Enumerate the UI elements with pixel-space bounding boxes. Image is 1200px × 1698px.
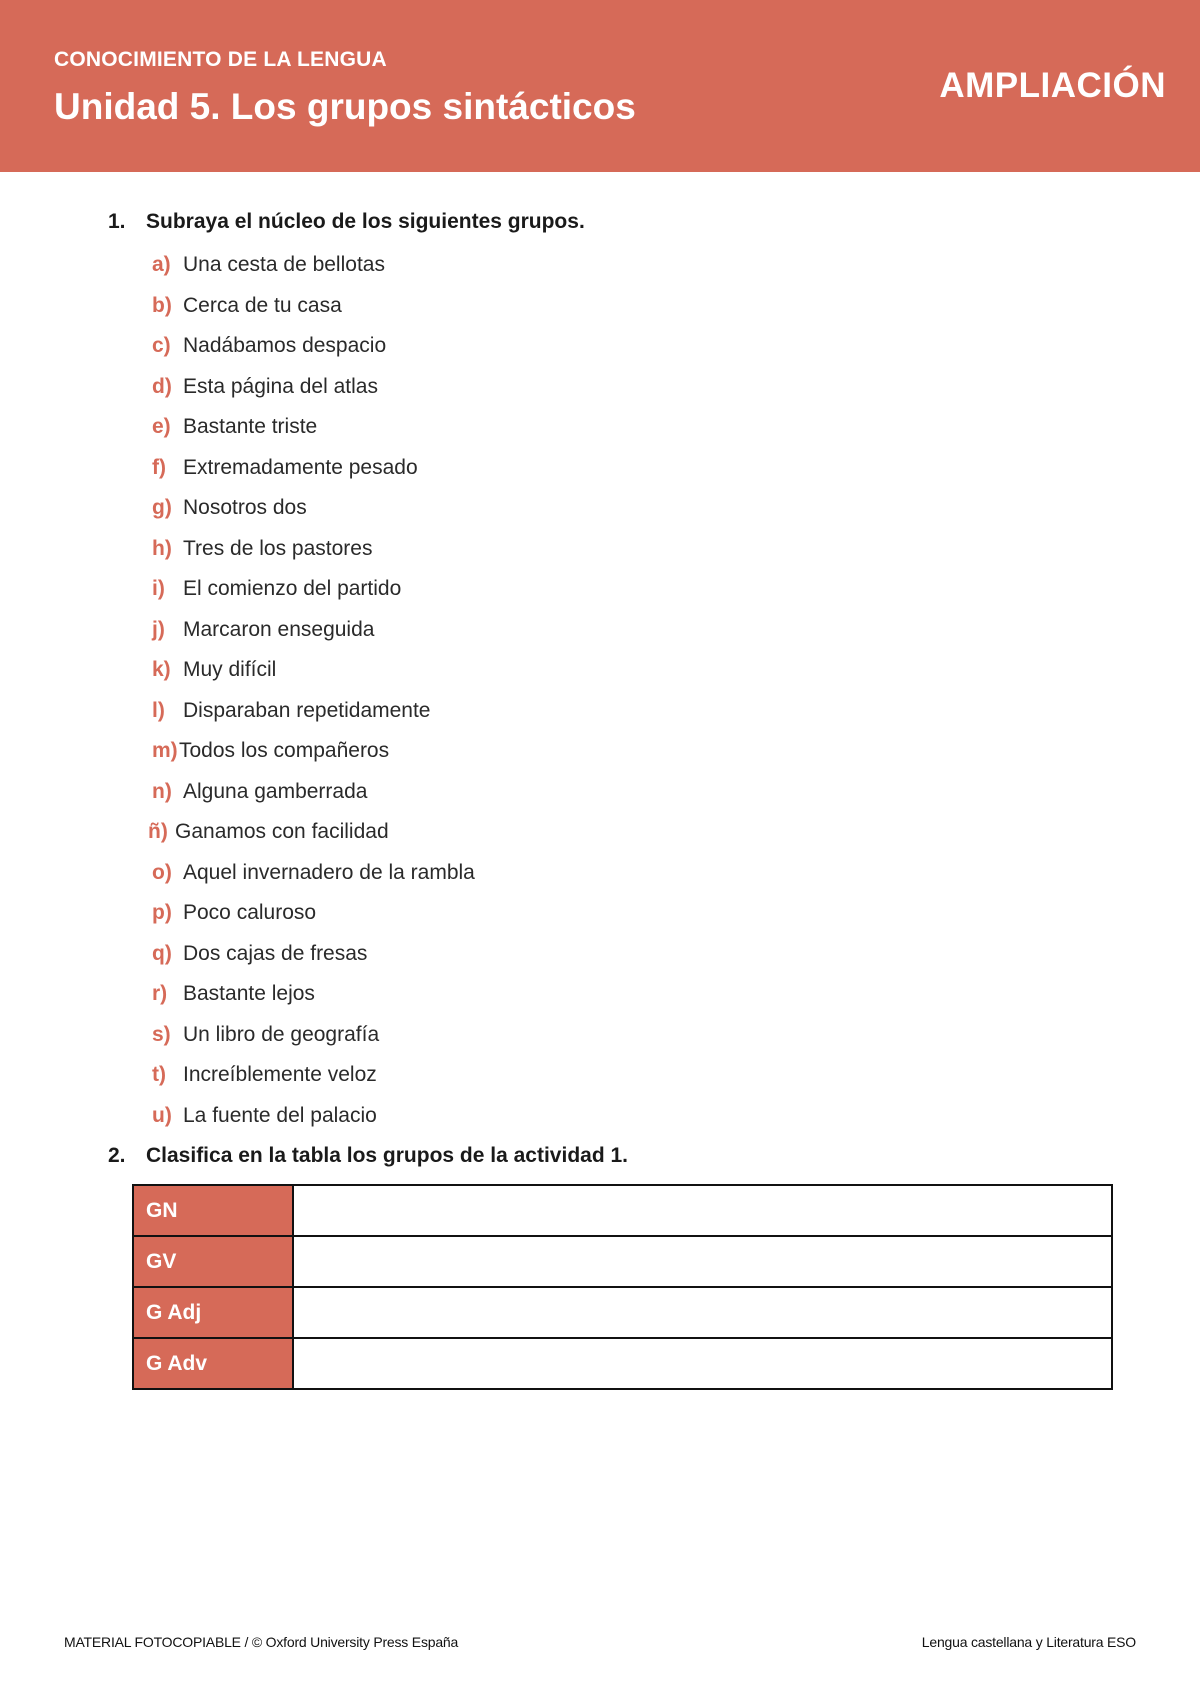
item-text: Una cesta de bellotas bbox=[183, 253, 385, 276]
item-letter: l) bbox=[152, 698, 165, 722]
list-item bbox=[152, 534, 475, 575]
list-item bbox=[152, 574, 475, 615]
item-letter: s) bbox=[152, 1022, 171, 1046]
table-row bbox=[133, 1236, 1112, 1287]
item-letter: o) bbox=[152, 860, 172, 884]
item-text: Aquel invernadero de la rambla bbox=[183, 860, 475, 884]
item-letter: m) bbox=[152, 739, 178, 762]
list-item bbox=[152, 1060, 475, 1101]
item-text: Marcaron enseguida bbox=[183, 617, 375, 641]
exercise-list bbox=[148, 250, 475, 1141]
item-text: Nosotros dos bbox=[183, 496, 307, 519]
row-label-gn: GN bbox=[133, 1185, 293, 1236]
item-text: Dos cajas de fresas bbox=[183, 941, 368, 965]
list-item bbox=[152, 979, 475, 1020]
item-letter: k) bbox=[152, 658, 171, 681]
item-letter: a) bbox=[152, 253, 171, 276]
list-item bbox=[152, 736, 475, 777]
item-letter: n) bbox=[152, 779, 172, 803]
item-text: Ganamos con facilidad bbox=[175, 820, 389, 843]
answer-cell-gadv[interactable] bbox=[293, 1338, 1112, 1389]
item-letter: i) bbox=[152, 577, 165, 600]
item-text: Esta página del atlas bbox=[183, 374, 378, 398]
list-item bbox=[152, 1020, 475, 1061]
item-text: Cerca de tu casa bbox=[183, 293, 342, 317]
table-row bbox=[133, 1185, 1112, 1236]
question-2-number: 2. bbox=[108, 1144, 126, 1167]
item-text: Poco caluroso bbox=[183, 901, 317, 924]
question-1-number: 1. bbox=[108, 210, 126, 233]
item-text: Increíblemente veloz bbox=[183, 1063, 377, 1086]
item-letter: g) bbox=[152, 496, 172, 519]
item-letter: f) bbox=[152, 455, 166, 479]
list-item bbox=[152, 696, 475, 737]
item-letter: q) bbox=[152, 941, 172, 965]
item-letter: j) bbox=[152, 617, 165, 641]
list-item bbox=[152, 331, 475, 372]
item-text: Extremadamente pesado bbox=[183, 455, 418, 479]
list-item bbox=[152, 777, 475, 818]
list-item bbox=[152, 412, 475, 453]
question-2-prompt: Clasifica en la tabla los grupos de la actividad 1. bbox=[146, 1144, 628, 1167]
header-band bbox=[0, 0, 1200, 172]
item-letter: ñ) bbox=[148, 820, 168, 843]
question-1 bbox=[108, 210, 585, 234]
item-text: Disparaban repetidamente bbox=[183, 698, 431, 722]
item-letter: u) bbox=[152, 1103, 172, 1127]
table-row bbox=[133, 1338, 1112, 1389]
item-letter: c) bbox=[152, 334, 171, 357]
item-letter: r) bbox=[152, 982, 168, 1005]
item-text: Muy difícil bbox=[183, 658, 277, 681]
item-letter: b) bbox=[152, 293, 172, 317]
item-letter: t) bbox=[152, 1063, 166, 1086]
row-label-gadj: G Adj bbox=[133, 1287, 293, 1338]
list-item bbox=[152, 1101, 475, 1142]
item-text: Bastante lejos bbox=[183, 982, 315, 1005]
item-text: La fuente del palacio bbox=[183, 1103, 377, 1127]
item-letter: p) bbox=[152, 901, 172, 924]
answer-cell-gadj[interactable] bbox=[293, 1287, 1112, 1338]
answer-cell-gn[interactable] bbox=[293, 1185, 1112, 1236]
list-item bbox=[152, 291, 475, 332]
list-item bbox=[152, 898, 475, 939]
item-text: Un libro de geografía bbox=[183, 1022, 380, 1046]
list-item bbox=[152, 615, 475, 656]
footer-copyright: MATERIAL FOTOCOPIABLE / © Oxford University Press España bbox=[64, 1634, 459, 1650]
row-label-gadv: G Adv bbox=[133, 1338, 293, 1389]
level-badge: AMPLIACIÓN bbox=[939, 66, 1166, 105]
list-item bbox=[152, 858, 475, 899]
list-item bbox=[152, 655, 475, 696]
question-1-prompt: Subraya el núcleo de los siguientes grupos. bbox=[146, 210, 585, 233]
item-text: Todos los compañeros bbox=[179, 739, 390, 762]
footer-subject: Lengua castellana y Literatura ESO bbox=[921, 1634, 1136, 1650]
list-item bbox=[148, 817, 475, 858]
item-text: Alguna gamberrada bbox=[183, 779, 368, 803]
list-item bbox=[152, 493, 475, 534]
list-item bbox=[152, 250, 475, 291]
list-item bbox=[152, 453, 475, 494]
item-text: Nadábamos despacio bbox=[183, 334, 387, 357]
list-item bbox=[152, 372, 475, 413]
classification-table bbox=[132, 1184, 1113, 1390]
answer-cell-gv[interactable] bbox=[293, 1236, 1112, 1287]
row-label-gv: GV bbox=[133, 1236, 293, 1287]
item-letter: d) bbox=[152, 374, 172, 398]
table-row bbox=[133, 1287, 1112, 1338]
item-letter: h) bbox=[152, 536, 172, 560]
question-2 bbox=[108, 1144, 628, 1168]
list-item bbox=[152, 939, 475, 980]
page-title: Unidad 5. Los grupos sintácticos bbox=[54, 86, 636, 127]
item-text: Tres de los pastores bbox=[183, 536, 373, 560]
item-text: El comienzo del partido bbox=[183, 577, 402, 600]
item-letter: e) bbox=[152, 415, 171, 438]
section-kicker: CONOCIMIENTO DE LA LENGUA bbox=[54, 48, 387, 71]
item-text: Bastante triste bbox=[183, 415, 318, 438]
